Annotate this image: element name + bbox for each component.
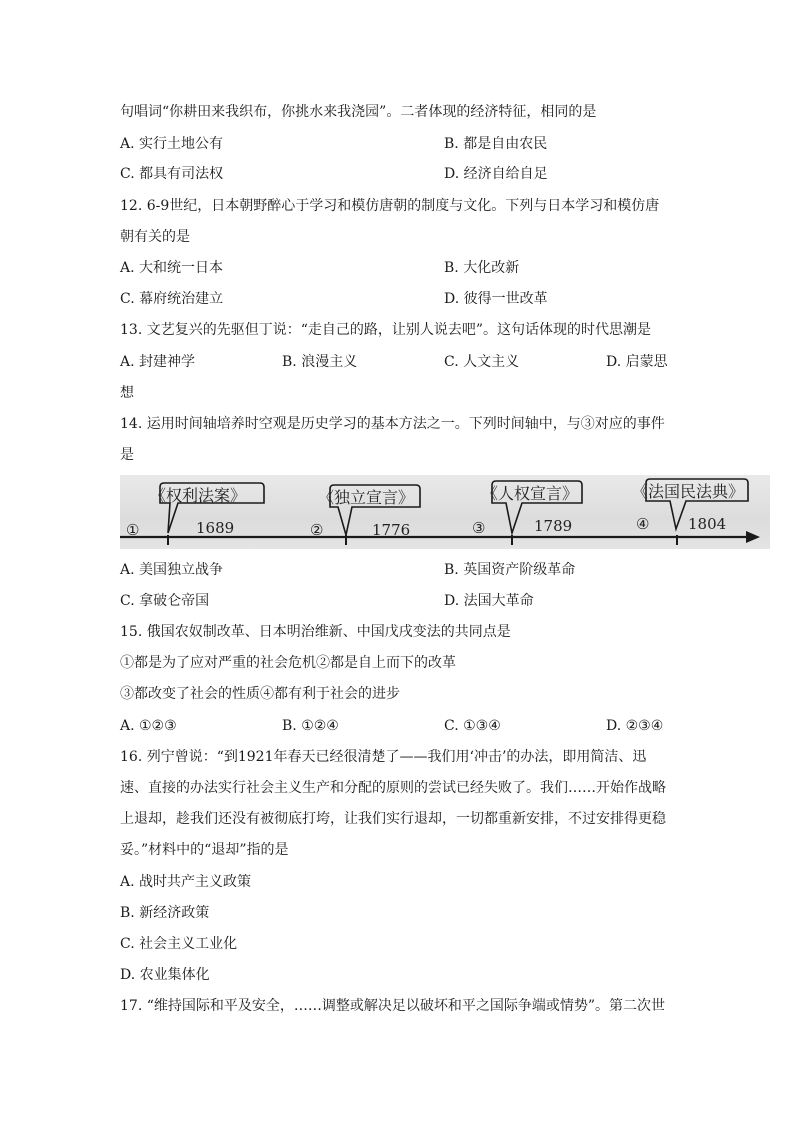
q11-option-d: D. 经济自给自足 <box>444 166 548 182</box>
q16-stem-line2: 速、直接的办法实行社会主义生产和分配的原则的尝试已经失败了。我们……开始作战略 <box>120 780 666 796</box>
timeline-doc-2: 《独立宣言》 <box>318 488 415 507</box>
q16-option-a: A. 战时共产主义政策 <box>120 874 252 890</box>
q16-option-d: D. 农业集体化 <box>120 967 210 983</box>
q15-stem: 15. 俄国农奴制改革、日本明治维新、中国戊戌变法的共同点是 <box>120 624 511 640</box>
q16-option-b: B. 新经济政策 <box>120 905 210 921</box>
timeline-doc-3: 《人权宣言》 <box>482 484 579 503</box>
timeline-event-2 <box>310 485 420 539</box>
q14-option-b: B. 英国资产阶级革命 <box>444 562 576 578</box>
q15-statement-1-2: ①都是为了应对严重的社会危机②都是自上而下的改革 <box>120 655 456 671</box>
q14-stem-line1: 14. 运用时间轴培养时空观是历史学习的基本方法之一。下列时间轴中，与③对应的事件 <box>120 416 665 432</box>
timeline-year-4: 1804 <box>688 515 727 533</box>
q16-stem-line4: 妥。”材料中的“退却”指的是 <box>120 842 289 858</box>
q17-stem: 17. “维持国际和平及安全，……调整或解决足以破坏和平之国际争端或情势”。第二次世 <box>120 998 666 1014</box>
timeline-marker-4: ④ <box>636 515 650 533</box>
q16-stem-line3: 上退却，趁我们还没有被彻底打垮，让我们实行退却，一切都重新安排，不过安排得更稳 <box>120 811 666 827</box>
q12-stem-line1: 12. 6-9世纪，日本朝野醉心于学习和模仿唐朝的制度与文化。下列与日本学习和模仿唐 <box>120 198 660 214</box>
q15-option-b: B. ①②④ <box>282 718 339 734</box>
q11-option-c: C. 都具有司法权 <box>120 166 224 182</box>
timeline-marker-1: ① <box>126 521 140 539</box>
q15-statement-3-4: ③都改变了社会的性质④都有利于社会的进步 <box>120 686 400 702</box>
timeline-event-3 <box>472 481 582 537</box>
timeline-doc-4: 《法国民法典》 <box>632 482 745 501</box>
timeline-year-2: 1776 <box>372 521 411 539</box>
q13-option-b: B. 浪漫主义 <box>282 354 358 370</box>
q12-option-d: D. 彼得一世改革 <box>444 291 548 307</box>
q15-option-a: A. ①②③ <box>120 718 177 734</box>
timeline-doc-1: 《权利法案》 <box>150 486 247 505</box>
q15-option-d: D. ②③④ <box>606 718 664 734</box>
q14-option-a: A. 美国独立战争 <box>120 562 224 578</box>
timeline-year-1: 1689 <box>196 519 235 537</box>
q16-stem-line1: 16. 列宁曾说：“到1921年春天已经很清楚了——我们用‘冲击’的办法，即用简洁、迅 <box>120 749 647 765</box>
q12-option-b: B. 大化改新 <box>444 260 520 276</box>
q11-option-a: A. 实行土地公有 <box>120 136 224 152</box>
q13-option-c: C. 人文主义 <box>444 354 520 370</box>
q13-option-d: D. 启蒙思 <box>606 354 668 370</box>
timeline-year-3: 1789 <box>534 517 573 535</box>
timeline-event-4 <box>632 479 748 533</box>
timeline-event-1 <box>126 483 264 539</box>
q15-option-c: C. ①③④ <box>444 718 501 734</box>
q12-option-a: A. 大和统一日本 <box>120 260 224 276</box>
question-continuation: 句唱词“你耕田来我织布，你挑水来我浇园”。二者体现的经济特征，相同的是 <box>120 104 597 120</box>
q16-option-c: C. 社会主义工业化 <box>120 936 238 952</box>
q13-option-a: A. 封建神学 <box>120 354 196 370</box>
q14-option-c: C. 拿破仑帝国 <box>120 593 210 609</box>
q14-option-d: D. 法国大革命 <box>444 593 534 609</box>
q13-option-d-wrap: 想 <box>120 385 134 401</box>
q13-stem: 13. 文艺复兴的先驱但丁说：“走自己的路，让别人说去吧”。这句话体现的时代思潮是 <box>120 322 652 338</box>
q14-stem-line2: 是 <box>120 447 134 463</box>
timeline-marker-2: ② <box>310 521 324 539</box>
q12-option-c: C. 幕府统治建立 <box>120 291 224 307</box>
q11-option-b: B. 都是自由农民 <box>444 136 548 152</box>
timeline-marker-3: ③ <box>472 519 486 537</box>
q12-stem-line2: 朝有关的是 <box>120 229 190 245</box>
timeline-figure <box>120 475 770 549</box>
